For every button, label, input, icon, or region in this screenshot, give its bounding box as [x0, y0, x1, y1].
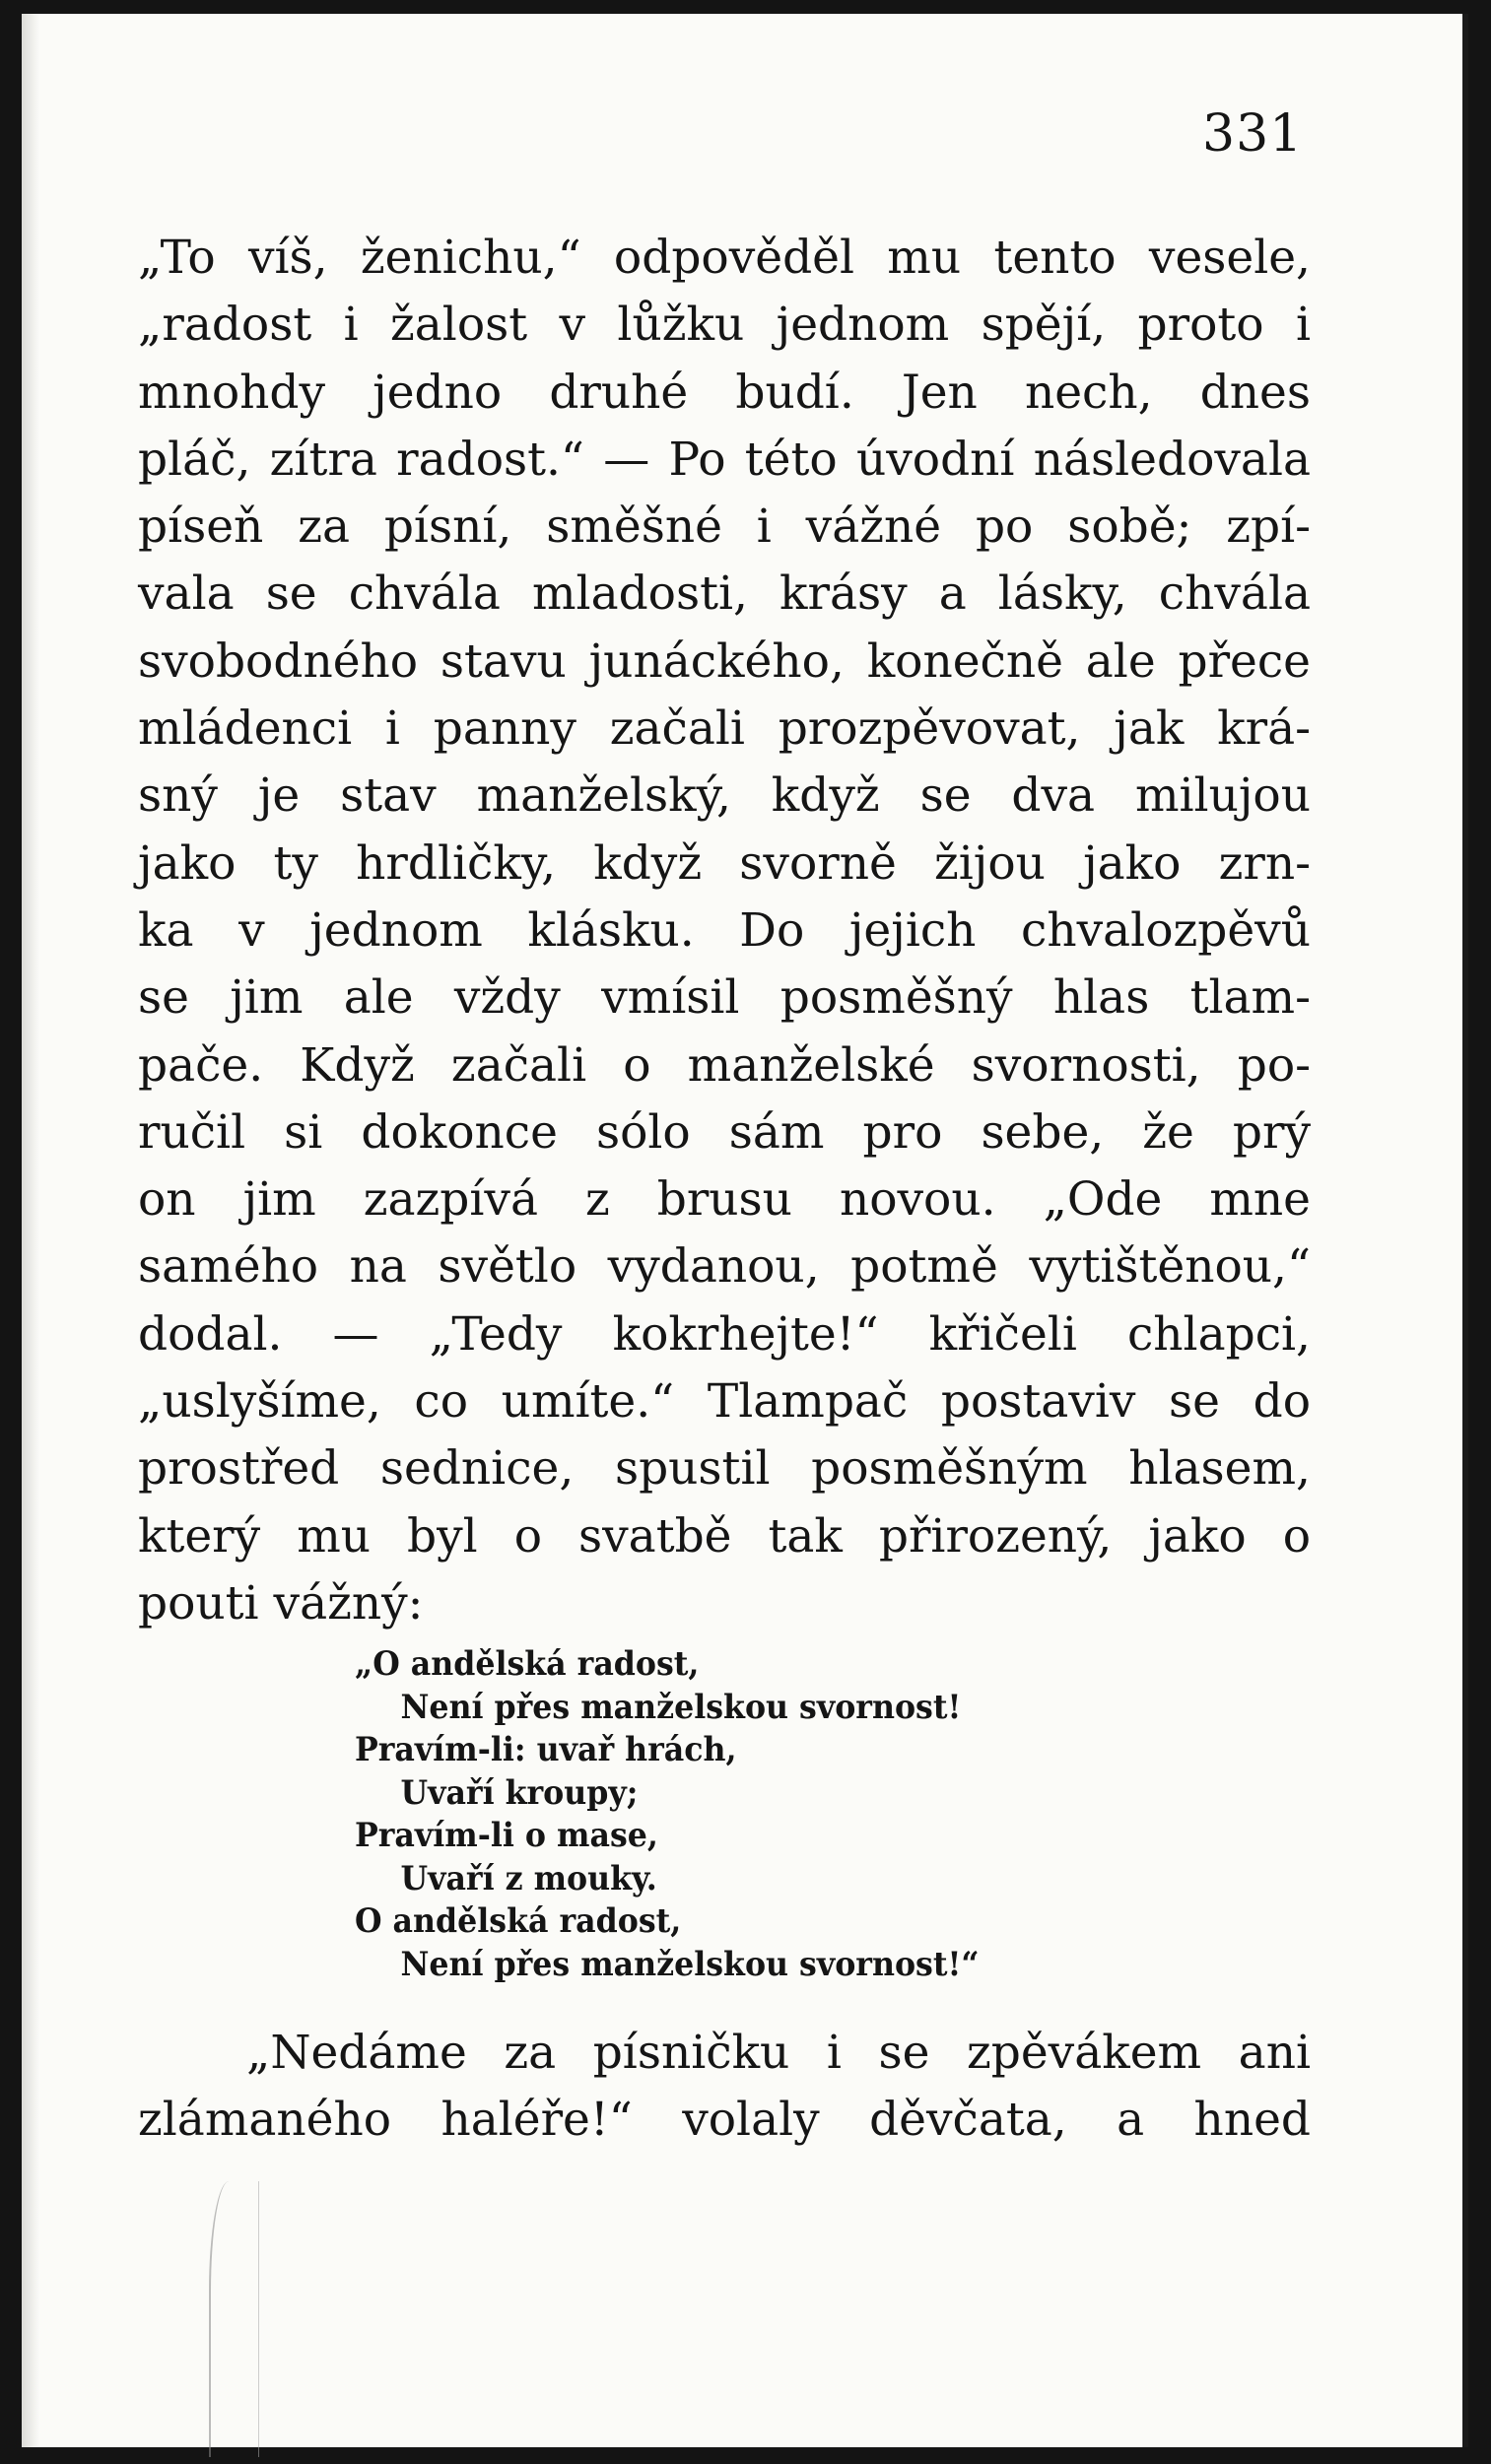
page-edge-shadow [22, 14, 39, 2447]
text-line: „Nedáme za písničku i se zpěvákem ani [246, 2026, 1311, 2080]
text-line: pláč, zítra radost.“ — Po této úvodní následovala [138, 432, 1311, 487]
text-line: vala se chvála mladosti, krásy a lásky, chvála [138, 566, 1311, 622]
text-line: samého na světlo vydanou, potmě vytištěnou,“ [138, 1239, 1311, 1295]
paragraph-2 [138, 2020, 1311, 2155]
text-line: mnohdy jedno druhé budí. Jen nech, dnes [138, 365, 1311, 420]
text-line: „To víš, ženichu,“ odpověděl mu tento vesele, [138, 231, 1311, 285]
text-line: pače. Když začali o manželské svornosti, po- [138, 1037, 1311, 1093]
text-line: ručil si dokonce sólo sám pro sebe, že prý [138, 1104, 1311, 1160]
text-line: který mu byl o svatbě tak přirozený, jako o [138, 1508, 1311, 1564]
page-number: 331 [1202, 104, 1304, 164]
text-line: dodal. — „Tedy kokrhejte!“ křičeli chlapci, [138, 1306, 1311, 1362]
text-line: píseň za písní, směšné i vážné po sobě; zpí- [138, 499, 1311, 555]
book-page [22, 14, 1468, 2447]
poem-block [355, 1643, 980, 1986]
poem-line: O andělská radost, [355, 1901, 682, 1941]
poem-line: Není přes manželskou svornost!“ [400, 1944, 980, 1984]
text-line: ka v jednom klásku. Do jejich chvalozpěvů [138, 902, 1311, 958]
text-line: zlámaného haléře!“ volaly děvčata, a hned [138, 2093, 1311, 2148]
text-line: on jim zazpívá z brusu novou. „Ode mne [138, 1172, 1311, 1228]
text-line: jako ty hrdličky, když svorně žijou jako zrn- [138, 835, 1311, 891]
poem-line: Pravím-li: uvař hrách, [355, 1730, 737, 1769]
text-line: prostřed sednice, spustil posměšným hlasem, [138, 1441, 1311, 1497]
text-line: „radost i žalost v lůžku jednom spějí, proto i [138, 298, 1311, 353]
poem-line: „O andělská radost, [355, 1644, 700, 1684]
text-line: svobodného stavu junáckého, konečně ale přece [138, 633, 1311, 689]
text-line: sný je stav manželský, když se dva milujou [138, 768, 1311, 824]
poem-line: Není přes manželskou svornost! [400, 1687, 962, 1727]
text-line: mládenci i panny začali prozpěvovat, jak krá- [138, 701, 1311, 757]
poem-line: Pravím-li o mase, [355, 1816, 658, 1855]
poem-line: Uvaří z mouky. [400, 1858, 657, 1898]
text-line: „uslyšíme, co umíte.“ Tlampač postaviv se do [138, 1374, 1311, 1430]
text-line: pouti vážný: [138, 1575, 424, 1631]
paragraph-1 [138, 225, 1311, 1637]
page-fold-mark [209, 2181, 259, 2457]
text-line: se jim ale vždy vmísil posměšný hlas tlam- [138, 970, 1311, 1026]
poem-line: Uvaří kroupy; [400, 1772, 639, 1813]
